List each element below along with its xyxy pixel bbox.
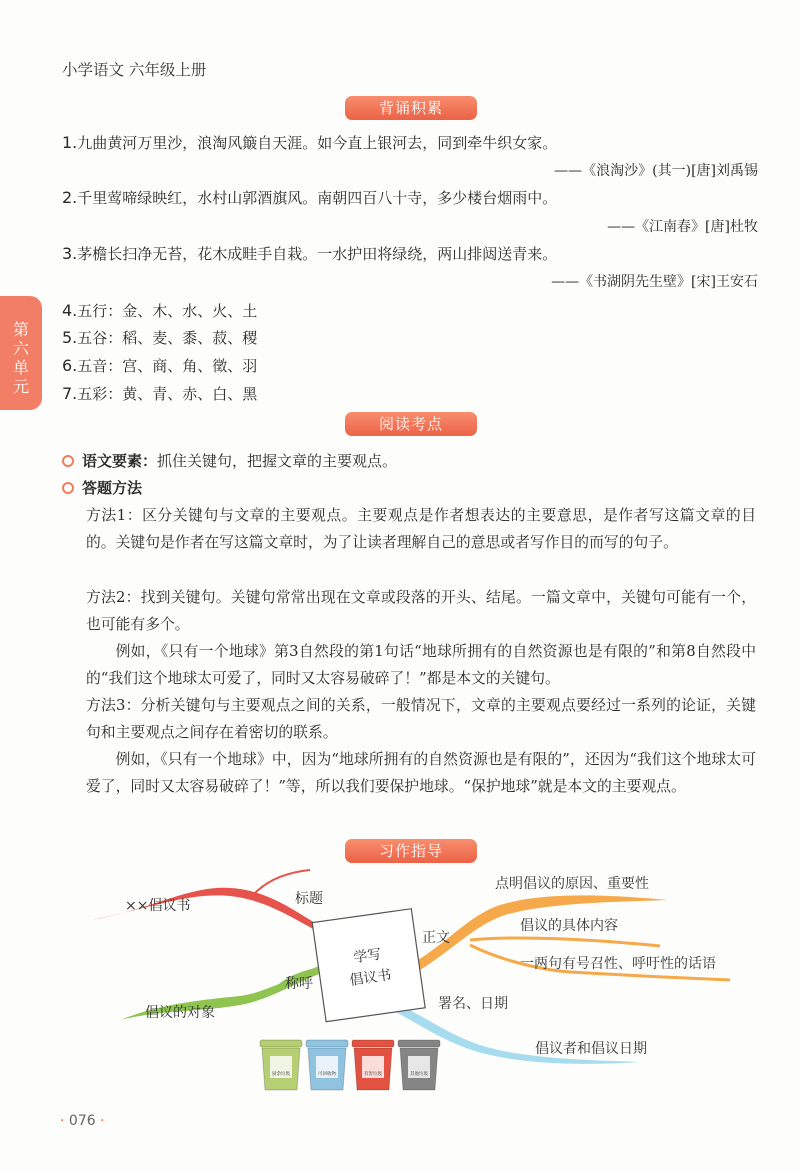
salutation-branch-label: 称呼 (285, 976, 313, 992)
section-title-recite: 背诵积累 (345, 96, 477, 120)
method-bullet (62, 477, 142, 498)
poem-source-2: ——《江南春》[唐]杜牧 (607, 219, 758, 235)
signature-leaf-label: 倡议者和倡议日期 (535, 1041, 647, 1057)
trash-bin (352, 1040, 394, 1090)
signature-branch-label: 署名、日期 (438, 996, 508, 1012)
example-paragraph-1: 例如，《只有一个地球》第3自然段的第1句话“地球所拥有的自然资源也是有限的”和第8自然段中的“我们这个地球太可爱了，同时又太容易破碎了！”都是本文的关键句。 (86, 643, 756, 687)
list-item-6 (62, 355, 257, 376)
item-number: 1. (62, 133, 78, 152)
list-text: 五行：金、木、水、火、土 (77, 302, 258, 320)
body-branch-middle (470, 938, 660, 946)
bin-label: 有害垃圾 (364, 1072, 382, 1077)
list-item-4 (62, 300, 257, 321)
bin-lid (352, 1040, 394, 1047)
element-label: 语文要素： (82, 452, 158, 470)
bin-lid (398, 1040, 440, 1047)
unit-side-tab (0, 296, 42, 410)
body-leaf-1: 点明倡议的原因、重要性 (495, 876, 649, 892)
list-item-7 (62, 383, 257, 404)
body-leaf-2: 倡议的具体内容 (520, 918, 618, 934)
unit-tab-label: 第六单元 (12, 320, 29, 396)
proposal-mindmap (0, 860, 800, 1100)
method-title: 答题方法 (82, 479, 143, 497)
section-title-reading: 阅读考点 (345, 412, 477, 436)
ring-bullet-icon (62, 455, 74, 467)
title-branch-curl (255, 870, 310, 893)
bin-label: 可回收物 (318, 1072, 336, 1077)
item-number: 2. (62, 188, 78, 207)
item-number: 6. (62, 356, 78, 375)
section-title-writing: 习作指导 (345, 839, 477, 863)
page-number-text: 076 (68, 1113, 96, 1129)
method-paragraph-1: 方法1：区分关键句与文章的主要观点。主要观点是作者想表达的主要意思，是作者写这篇文章的目的。关键句是作者在写这篇文章时，为了让读者理解自己的意思或者写作目的而写的句子。 (86, 507, 756, 551)
example-paragraph-2: 例如，《只有一个地球》中，因为“地球所拥有的自然资源也是有限的”，还因为“我们这个地球太可爱了，同时又太容易破碎了！”等，所以我们要保护地球。“保护地球”就是本文的主要观点。 (86, 751, 756, 795)
center-card (312, 909, 425, 1022)
element-text: 抓住关键句，把握文章的主要观点。 (157, 452, 398, 470)
ring-bullet-icon (62, 482, 74, 494)
body-leaf-3: 一两句有号召性、呼吁性的话语 (520, 956, 716, 972)
body-branch-label: 正文 (422, 930, 450, 946)
center-line-2: 倡议书 (348, 967, 393, 989)
poem-text: 千里莺啼绿映红，水村山郭酒旗风。南朝四百八十寺，多少楼台烟雨中。 (77, 189, 558, 207)
list-text: 五彩：黄、青、赤、白、黑 (77, 385, 258, 403)
title-branch-label: 标题 (295, 891, 323, 907)
trash-bins (260, 1040, 440, 1090)
page-header: 小学语文 六年级上册 (62, 61, 207, 79)
center-line-1: 学写 (352, 946, 383, 967)
item-number: 4. (62, 301, 78, 320)
bin-label: 其他垃圾 (410, 1072, 428, 1077)
item-number: 3. (62, 244, 78, 263)
center-card-box (312, 909, 425, 1022)
item-number: 5. (62, 328, 78, 347)
item-number: 7. (62, 384, 78, 403)
poem-source-1: ——《浪淘沙》(其一)[唐]刘禹锡 (554, 163, 758, 179)
salutation-leaf-label: 倡议的对象 (145, 1005, 215, 1021)
poem-source-3: ——《书湖阴先生壁》[宋]王安石 (551, 274, 758, 290)
poem-text: 九曲黄河万里沙，浪淘风簸自天涯。如今直上银河去，同到牵牛织女家。 (77, 134, 558, 152)
poem-line-2 (62, 187, 557, 208)
bin-label: 厨余垃圾 (272, 1072, 290, 1077)
bin-lid (306, 1040, 348, 1047)
trash-bin (260, 1040, 302, 1090)
poem-text: 茅檐长扫净无苔，花木成畦手自栽。一水护田将绿绕，两山排闼送青来。 (77, 245, 558, 263)
list-text: 五谷：稻、麦、黍、菽、稷 (77, 329, 258, 347)
trash-bin (306, 1040, 348, 1090)
element-bullet (62, 450, 397, 471)
poem-line-1 (62, 132, 557, 153)
page-number: · 076 · (60, 1113, 105, 1129)
bin-lid (260, 1040, 302, 1047)
list-item-5 (62, 327, 257, 348)
list-text: 五音：宫、商、角、徵、羽 (77, 357, 258, 375)
method-paragraph-3: 方法3：分析关键句与主要观点之间的关系，一般情况下，文章的主要观点要经过一系列的论证，关键句和主要观点之间存在着密切的联系。 (86, 697, 756, 741)
title-leaf-label: ××倡议书 (125, 898, 191, 914)
poem-line-3 (62, 243, 557, 264)
trash-bin (398, 1040, 440, 1090)
method-paragraph-2: 方法2：找到关键句。关键句常常出现在文章或段落的开头、结尾。一篇文章中，关键句可能有一个，也可能有多个。 (86, 589, 756, 633)
